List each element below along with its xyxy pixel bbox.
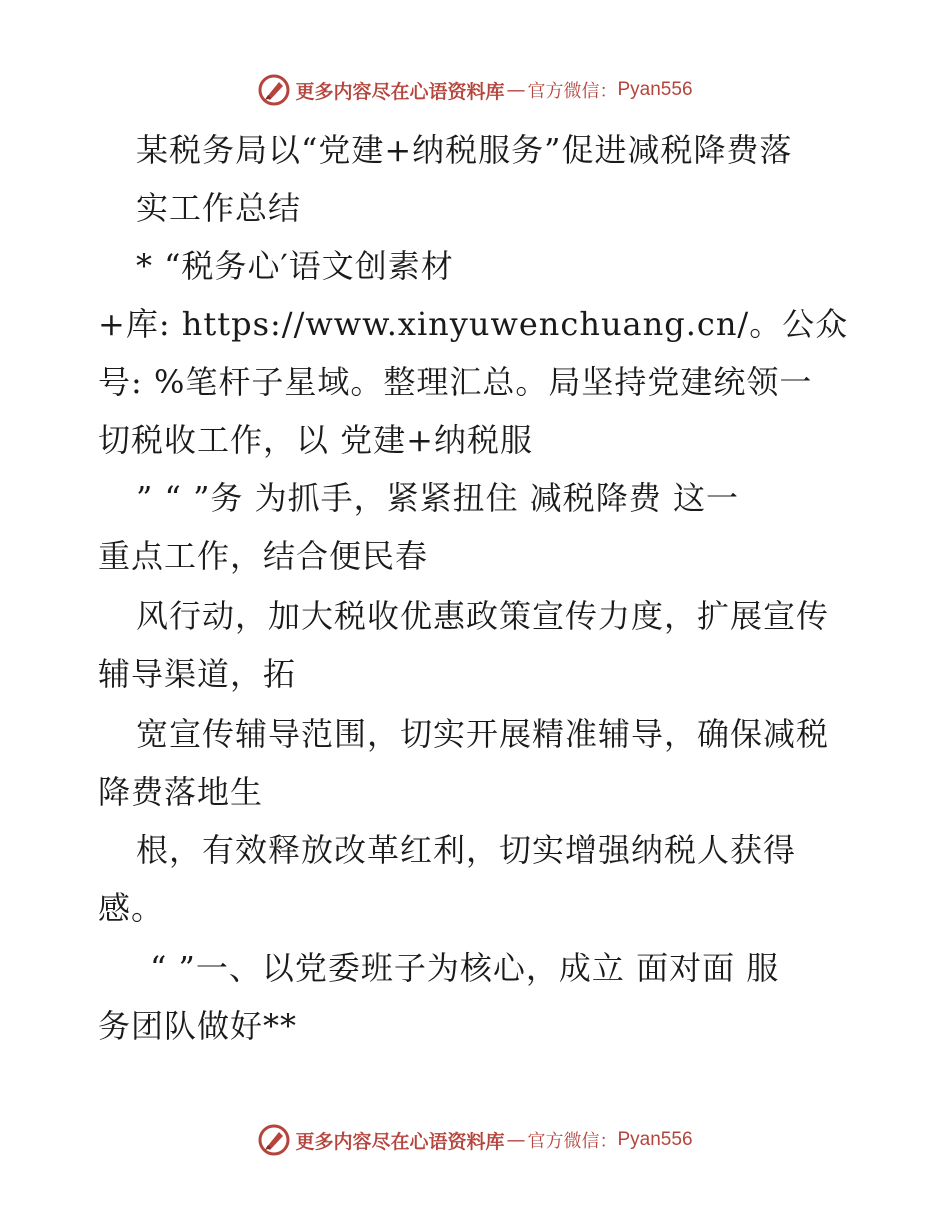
footer-banner: [0, 1120, 950, 1160]
library-logo-icon: [257, 1123, 291, 1157]
footer-banner-text: 更多内容尽在心语资料库: [295, 1130, 505, 1153]
doc-line-5: 号: %笔杆子星域。整理汇总。局坚持党建统领一: [98, 363, 813, 401]
doc-line-1: 某税务局以“党建+纳税服务”促进减税降费落: [136, 131, 793, 169]
footer-wechat-id: Pyan556: [617, 1129, 693, 1150]
doc-line-4: +库: https://www.xinyuwenchuang.cn/。公众: [98, 305, 849, 343]
header-banner: [0, 70, 950, 110]
library-logo-icon: [257, 73, 291, 107]
header-banner-text: 更多内容尽在心语资料库: [295, 80, 505, 103]
doc-line-13: 根，有效释放改革红利，切实增强纳税人获得: [136, 831, 797, 869]
header-banner-separator: —: [506, 79, 526, 101]
doc-line-10: 辅导渠道，拓: [98, 655, 297, 693]
doc-line-8: 重点工作，结合便民春: [98, 537, 429, 575]
header-wechat-label: 官方微信：: [527, 81, 618, 102]
doc-line-6: 切税收工作，以 党建+纳税服: [98, 421, 533, 459]
doc-line-9: 风行动，加大税收优惠政策宣传力度，扩展宣传: [136, 597, 830, 635]
doc-line-12: 降费落地生: [98, 773, 264, 811]
doc-line-3: * “税务心′语文创素材: [136, 247, 454, 285]
footer-wechat-label: 官方微信：: [527, 1131, 618, 1152]
doc-line-7: ” “ ”务 为抓手，紧紧扭住 减税降费 这一: [136, 479, 739, 517]
footer-banner-separator: —: [506, 1129, 526, 1151]
doc-line-16: 务团队做好**: [98, 1007, 298, 1045]
doc-line-15: “ ”一、以党委班子为核心，成立 面对面 服: [150, 949, 780, 987]
doc-line-14: 感。: [98, 889, 165, 927]
header-wechat-id: Pyan556: [617, 79, 693, 100]
doc-line-2: 实工作总结: [136, 189, 302, 227]
doc-line-11: 宽宣传辅导范围，切实开展精准辅导，确保减税: [136, 715, 830, 753]
